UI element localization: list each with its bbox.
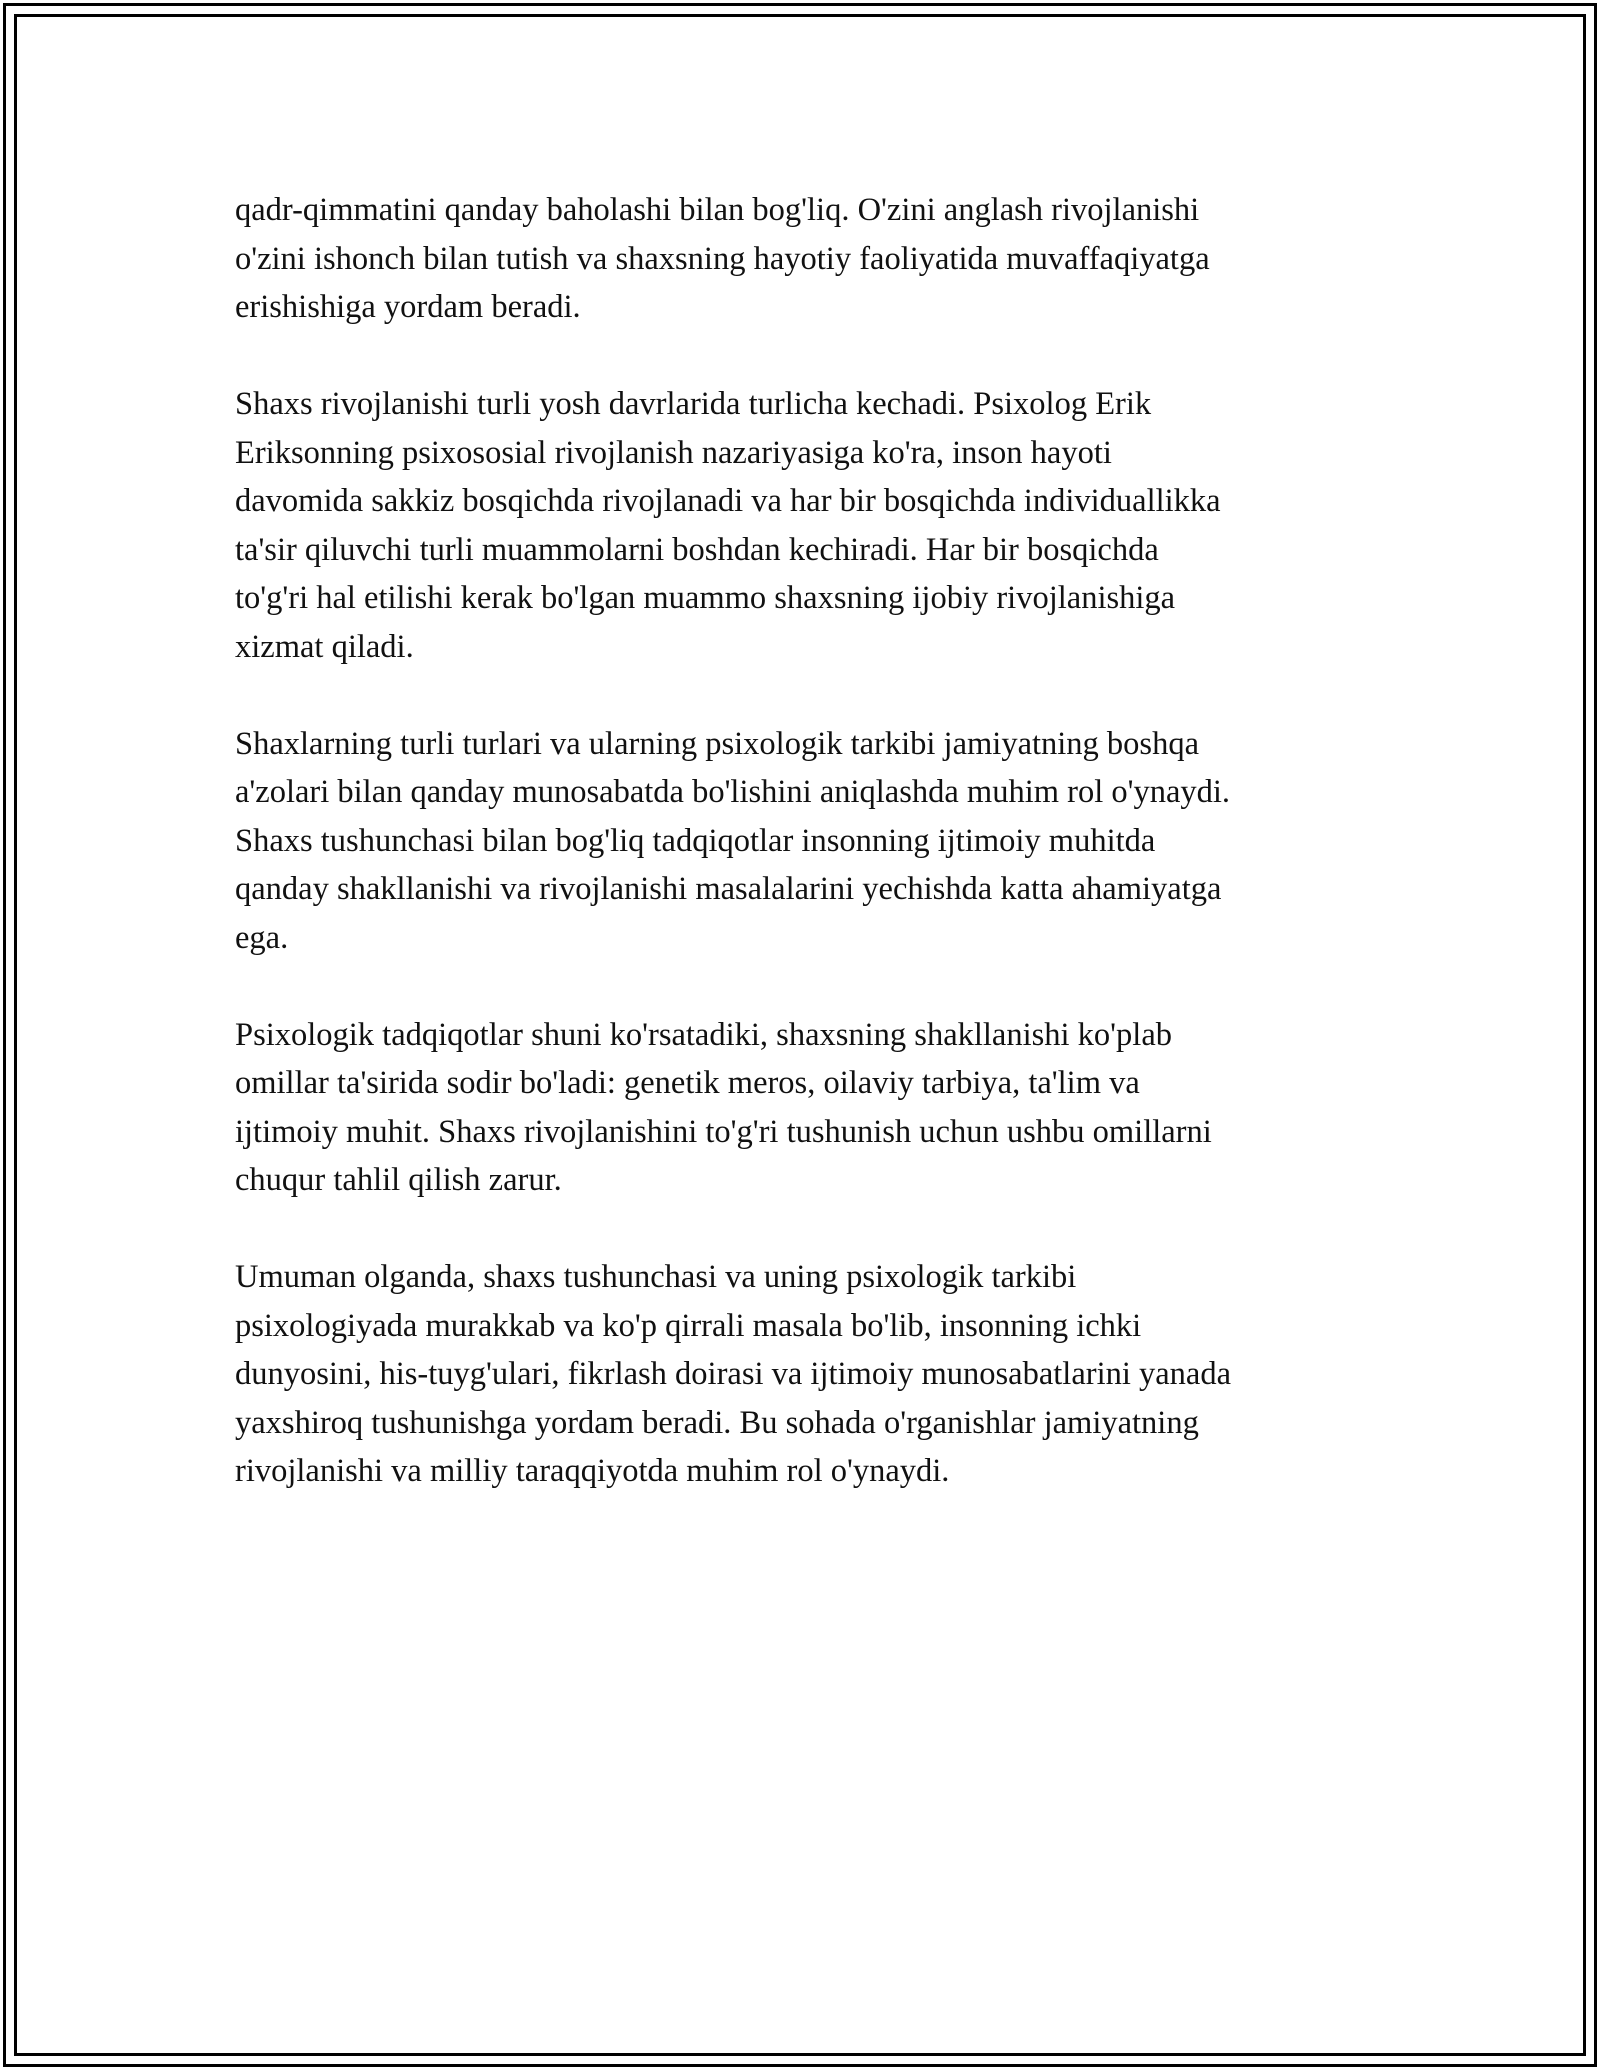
text-line: qanday shakllanishi va rivojlanishi masalalarini yechishda katta ahamiyatga xyxy=(235,871,1222,907)
text-line: Umuman olganda, shaxs tushunchasi va uning psixologik tarkibi xyxy=(235,1259,1077,1295)
text-line: davomida sakkiz bosqichda rivojlanadi va har bir bosqichda individuallikka xyxy=(235,483,1221,519)
text-line: Shaxs rivojlanishi turli yosh davrlarida turlicha kechadi. Psixolog Erik xyxy=(235,386,1152,422)
text-line: Psixologik tadqiqotlar shuni ko'rsatadiki, shaxsning shakllanishi ko'plab xyxy=(235,1016,1172,1053)
document-body xyxy=(235,186,1385,1544)
text-line: a'zolari bilan qanday munosabatda bo'lishini aniqlashda muhim rol o'ynaydi. xyxy=(235,774,1231,810)
text-line: ijtimoiy muhit. Shaxs rivojlanishini to'g'ri tushunish uchun ushbu omillarni xyxy=(235,1113,1212,1150)
text-line: Eriksonning psixososial rivojlanish nazariyasiga ko'ra, inson hayoti xyxy=(235,434,1112,471)
text-line: ta'sir qiluvchi turli muammolarni boshdan kechiradi. Har bir bosqichda xyxy=(235,531,1159,568)
text-line: dunyosini, his-tuyg'ulari, fikrlash doirasi va ijtimoiy munosabatlarini yanada xyxy=(235,1356,1232,1392)
paragraph-4 xyxy=(235,1011,1385,1205)
text-line: yaxshiroq tushunishga yordam beradi. Bu sohada o'rganishlar jamiyatning xyxy=(235,1404,1199,1441)
paragraph-2 xyxy=(235,380,1385,671)
text-line: rivojlanishi va milliy taraqqiyotda muhim rol o'ynaydi. xyxy=(235,1453,950,1489)
text-line: xizmat qiladi. xyxy=(235,628,414,665)
paragraph-3 xyxy=(235,720,1385,963)
text-line: ega. xyxy=(235,919,289,956)
text-line: omillar ta'sirida sodir bo'ladi: genetik meros, oilaviy tarbiya, ta'lim va xyxy=(235,1065,1140,1101)
paragraph-5 xyxy=(235,1253,1385,1496)
text-line: o'zini ishonch bilan tutish va shaxsning hayotiy faoliyatida muvaffaqiyatga xyxy=(235,240,1210,277)
text-line: erishishiga yordam beradi. xyxy=(235,289,581,325)
text-line: Shaxs tushunchasi bilan bog'liq tadqiqotlar insonning ijtimoiy muhitda xyxy=(235,822,1156,859)
text-line: psixologiyada murakkab va ko'p qirrali masala bo'lib, insonning ichki xyxy=(235,1307,1142,1344)
text-line: Shaxlarning turli turlari va ularning psixologik tarkibi jamiyatning boshqa xyxy=(235,725,1200,762)
text-line: chuqur tahlil qilish zarur. xyxy=(235,1162,562,1198)
text-line: to'g'ri hal etilishi kerak bo'lgan muammo shaxsning ijobiy rivojlanishiga xyxy=(235,580,1176,616)
text-line: qadr-qimmatini qanday baholashi bilan bog'liq. O'zini anglash rivojlanishi xyxy=(235,192,1200,228)
paragraph-1 xyxy=(235,186,1385,332)
